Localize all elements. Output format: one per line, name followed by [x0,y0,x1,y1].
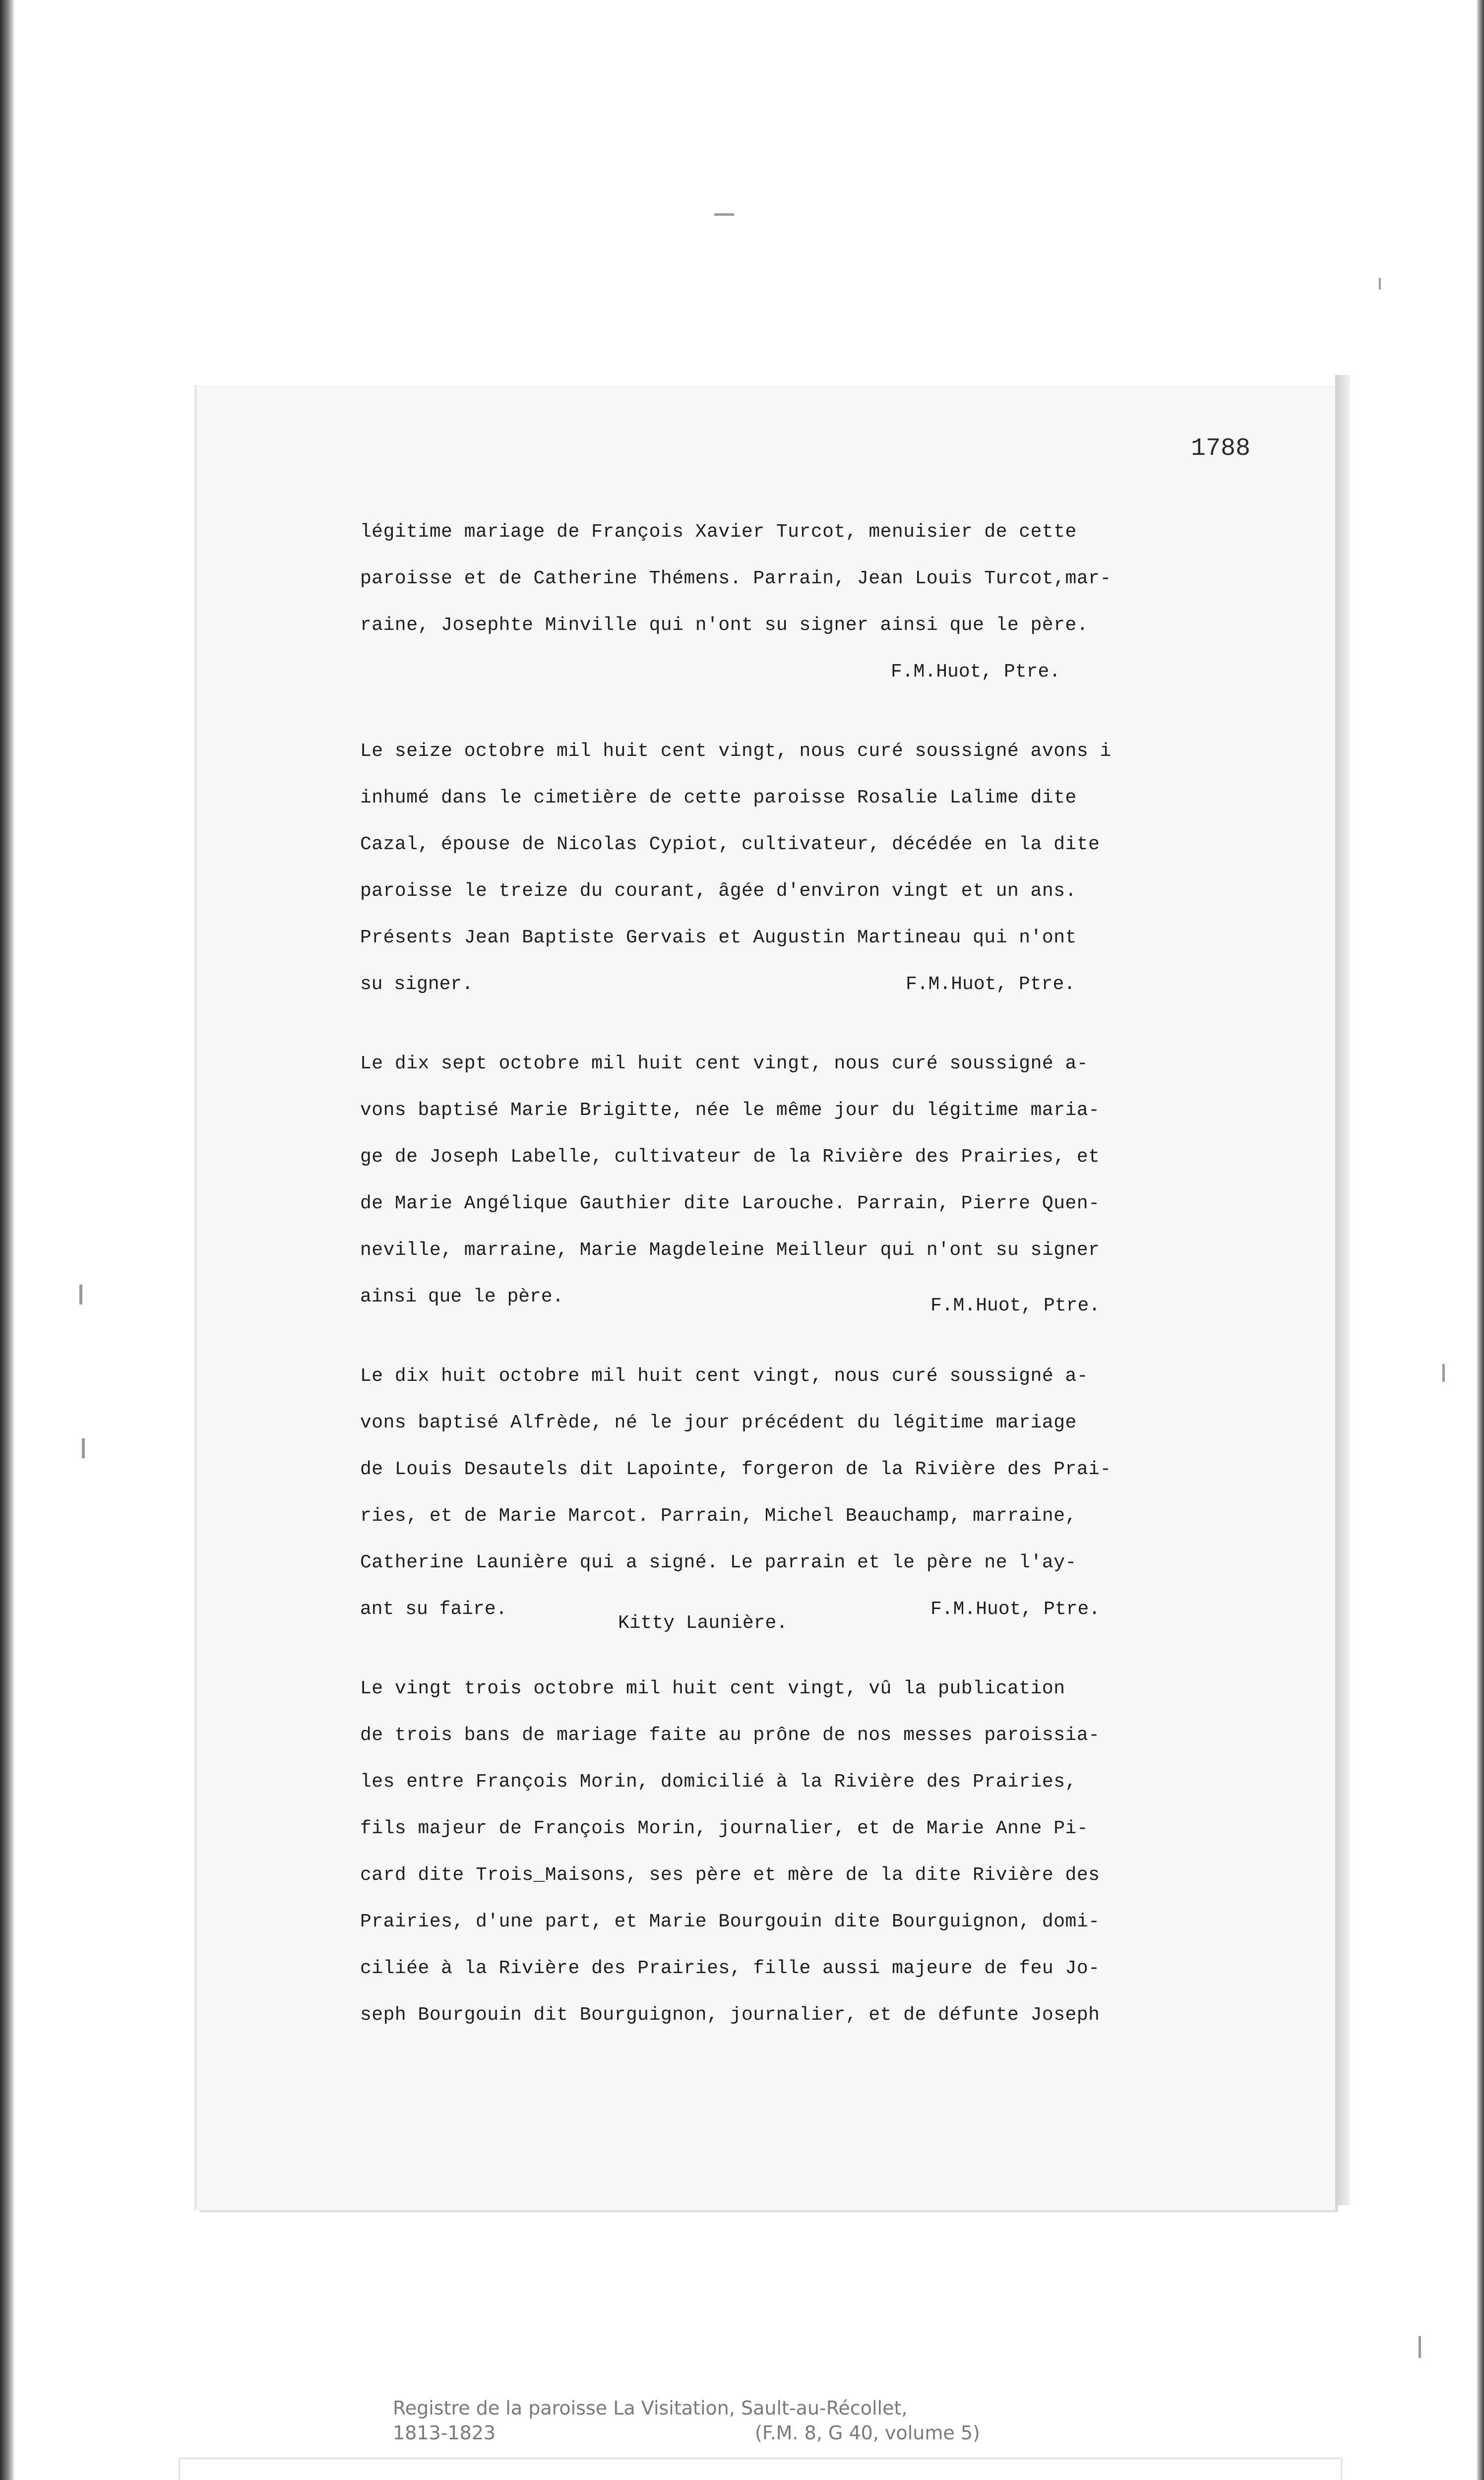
register-entries [360,509,1253,2071]
priest-signature: F.M.Huot, Ptre. [891,661,1061,682]
signature-row [360,961,1253,1008]
scan-speck [79,1285,82,1304]
register-caption [393,2396,980,2445]
entry-line: fils majeur de François Morin, journalier, et de Marie Anne Pi- [360,1818,1089,1839]
entry-line: de Marie Angélique Gauthier dite Larouche. Parrain, Pierre Quen- [360,1193,1100,1214]
caption-years: 1813-1823 [393,2422,496,2444]
signature-row [360,649,1253,695]
entry-line: les entre François Morin, domicilié à la Rivière des Prairies, [360,1771,1077,1793]
signature-row [360,1274,1253,1320]
entry-line: Le vingt trois octobre mil huit cent vingt, vû la publication [360,1678,1065,1699]
entry-line: Présents Jean Baptiste Gervais et Augustin Martineau qui n'ont [360,927,1077,948]
register-entry [360,728,1253,1008]
entry-closing-line: su signer. [360,974,474,995]
witness-signature: Kitty Launière. [618,1612,788,1634]
archives-stamp [179,2458,1342,2480]
entry-line: Le dix huit octobre mil huit cent vingt, nous curé soussigné a- [360,1365,1089,1387]
entry-line: ries, et de Marie Marcot. Parrain, Michel Beauchamp, marraine, [360,1505,1077,1527]
entry-line: seph Bourgouin dit Bourguignon, journalier, et de défunte Joseph [360,2004,1100,2026]
entry-line: Le seize octobre mil huit cent vingt, nous curé soussigné avons i [360,741,1112,762]
priest-signature: F.M.Huot, Ptre. [930,1295,1101,1316]
register-entry [360,1353,1253,1633]
entry-line: card dite Trois_Maisons, ses père et mère de la dite Rivière des [360,1864,1100,1886]
scan-edge-left [0,0,14,2480]
register-entry [360,509,1253,695]
priest-signature: F.M.Huot, Ptre. [906,974,1076,995]
entry-line: vons baptisé Alfrède, né le jour précédent du légitime mariage [360,1412,1077,1433]
entry-closing-line: ant su faire. [360,1599,507,1620]
caption-title: Registre de la paroisse La Visitation, Sault-au-Récollet, [393,2397,908,2419]
entry-closing-line: ainsi que le père. [360,1286,564,1307]
entry-line: inhumé dans le cimetière de cette paroisse Rosalie Lalime dite [360,787,1077,808]
entry-line: ciliée à la Rivière des Prairies, fille aussi majeure de feu Jo- [360,1958,1100,1979]
scan-speck [1379,278,1381,290]
entry-line: neville, marraine, Marie Magdeleine Meilleur qui n'ont su signer [360,1240,1100,1261]
entry-line: Cazal, épouse de Nicolas Cypiot, cultivateur, décédée en la dite [360,834,1100,855]
signature-row [360,1586,1253,1633]
scan-speck [1419,2336,1421,2358]
entry-line: ge de Joseph Labelle, cultivateur de la Rivière des Prairies, et [360,1146,1100,1168]
entry-line: légitime mariage de François Xavier Turcot, menuisier de cette [360,521,1077,543]
entry-line: Prairies, d'une part, et Marie Bourgouin dite Bourguignon, domi- [360,1911,1100,1932]
scan-speck [1442,1364,1445,1382]
entry-line: paroisse le treize du courant, âgée d'environ vingt et un ans. [360,880,1077,902]
scan-speck [82,1438,85,1458]
entry-line: raine, Josephte Minville qui n'ont su signer ainsi que le père. [360,615,1089,636]
entry-line: Le dix sept octobre mil huit cent vingt, nous curé soussigné a- [360,1053,1089,1074]
scan-speck [714,213,734,216]
register-entry [360,1666,1253,2039]
entry-line: vons baptisé Marie Brigitte, née le même jour du légitime maria- [360,1100,1100,1121]
entry-line: de Louis Desautels dit Lapointe, forgeron de la Rivière des Prai- [360,1459,1112,1480]
scan-edge-right [1477,0,1484,2480]
entry-line: Catherine Launière qui a signé. Le parrain et le père ne l'ay- [360,1552,1077,1573]
priest-signature: F.M.Huot, Ptre. [930,1599,1101,1620]
page-number: 1788 [1191,434,1251,463]
entry-line: paroisse et de Catherine Thémens. Parrain, Jean Louis Turcot,mar- [360,568,1112,589]
entry-line: de trois bans de mariage faite au prône de nos messes paroissia- [360,1725,1100,1746]
caption-reference: (F.M. 8, G 40, volume 5) [755,2422,980,2444]
register-entry [360,1041,1253,1320]
sheet-shadow [1335,375,1350,2205]
register-sheet [196,385,1335,2210]
